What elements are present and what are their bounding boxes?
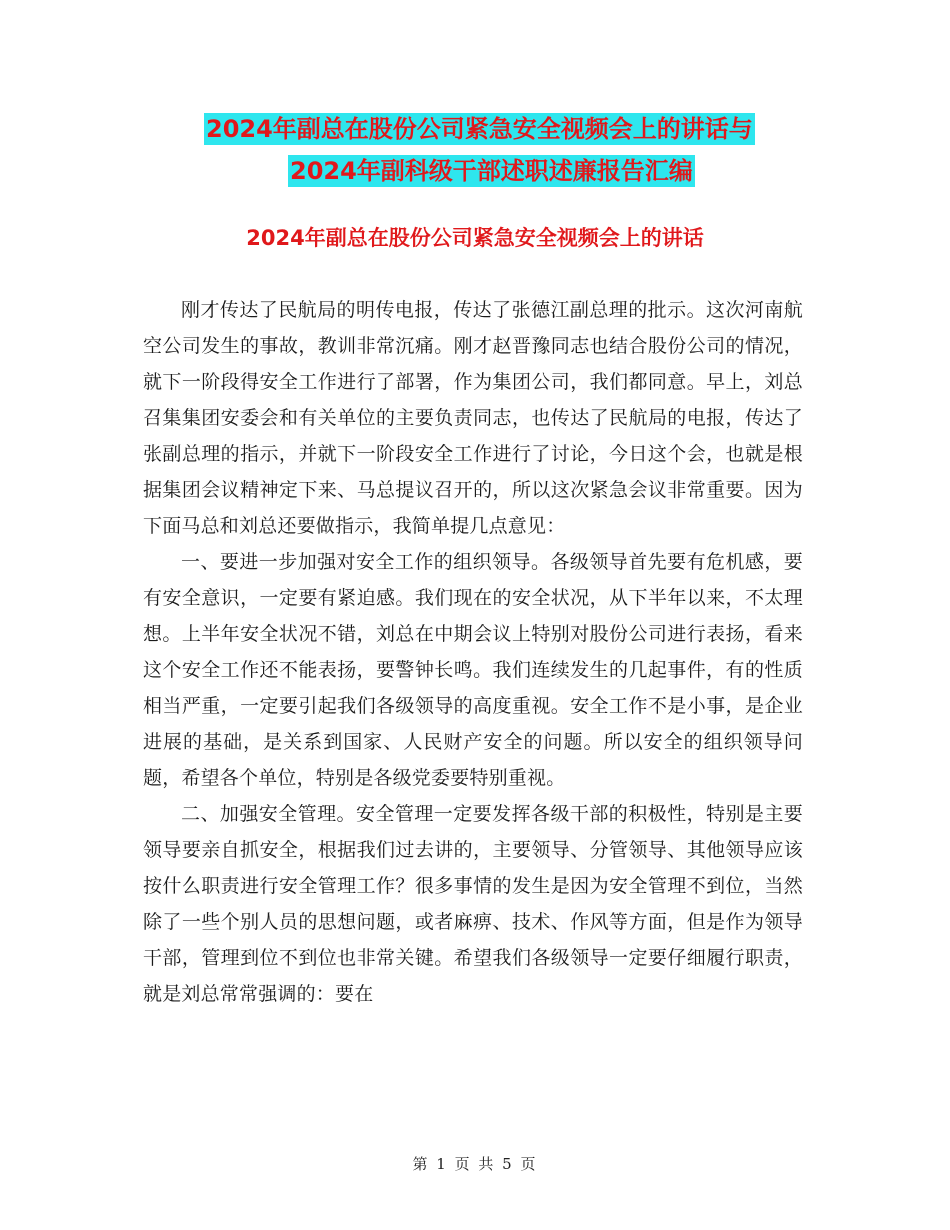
paragraph-3: 二、加强安全管理。安全管理一定要发挥各级干部的积极性，特别是主要领导要亲自抓安全，根据我们过去讲的，主要领导、分管领导、其他领导应该按什么职责进行安全管理工作？很多事情的发生是因为安全管理不到位，当然除了一些个别人员的思想问题，或者麻痹、技术、作风等方面，但是作为领导干部，管理到位不到位也非常关键。希望我们各级领导一定要仔细履行职责，就是刘总常常强调的：要在 bbox=[143, 803, 803, 1005]
page-footer: 第 1 页 共 5 页 bbox=[412, 1155, 538, 1173]
section-title: 2024年副总在股份公司紧急安全视频会上的讲话 bbox=[246, 226, 704, 250]
body-text bbox=[143, 292, 803, 1012]
title-line-1: 2024年副总在股份公司紧急安全视频会上的讲话与 bbox=[206, 115, 753, 143]
document-title bbox=[150, 110, 850, 190]
paragraph-1: 刚才传达了民航局的明传电报，传达了张德江副总理的批示。这次河南航空公司发生的事故，教训非常沉痛。刚才赵晋豫同志也结合股份公司的情况，就下一阶段得安全工作进行了部署，作为集团公司，我们都同意。早上，刘总召集集团安委会和有关单位的主要负责同志，也传达了民航局的电报，传达了张副总理的指示，并就下一阶段安全工作进行了讨论，今日这个会，也就是根据集团会议精神定下来、马总提议召开的，所以这次紧急会议非常重要。因为下面马总和刘总还要做指示，我简单提几点意见： bbox=[143, 299, 803, 537]
paragraph-2: 一、要进一步加强对安全工作的组织领导。各级领导首先要有危机感，要有安全意识，一定要有紧迫感。我们现在的安全状况，从下半年以来，不太理想。上半年安全状况不错，刘总在中期会议上特别对股份公司进行表扬，看来这个安全工作还不能表扬，要警钟长鸣。我们连续发生的几起事件，有的性质相当严重，一定要引起我们各级领导的高度重视。安全工作不是小事，是企业进展的基础，是关系到国家、人民财产安全的问题。所以安全的组织领导问题，希望各个单位，特别是各级党委要特别重视。 bbox=[143, 551, 803, 789]
title-line-2: 2024年副科级干部述职述廉报告汇编 bbox=[290, 157, 693, 185]
